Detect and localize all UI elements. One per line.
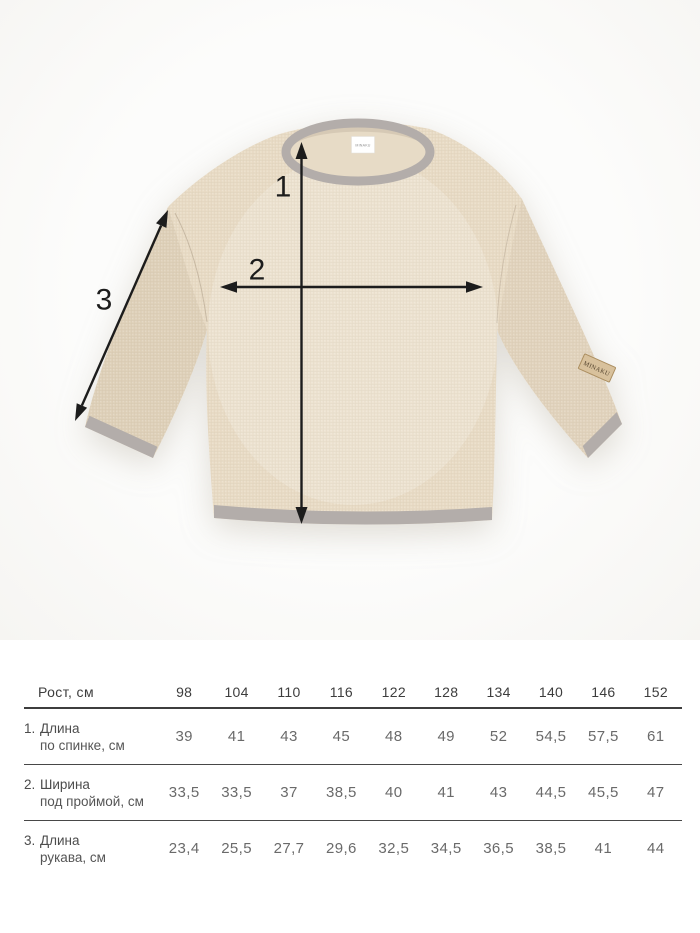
size-value-cell: 40	[385, 784, 403, 801]
size-column-header: 98	[176, 684, 193, 700]
row-number: 3.	[24, 832, 36, 848]
size-value-cell: 41	[437, 784, 455, 801]
size-value-cell: 39	[175, 728, 193, 745]
row-number: 1.	[24, 720, 36, 736]
size-value-cell: 38,5	[535, 840, 567, 857]
row-label-line1: Длина	[40, 720, 80, 736]
label-sleeve-length: 3	[95, 283, 113, 317]
size-value-cell: 27,7	[273, 840, 305, 857]
size-value-cell: 61	[647, 728, 665, 745]
size-value-cell: 41	[594, 840, 613, 857]
row-label	[24, 832, 158, 866]
size-table-header-label: Рост, см	[38, 684, 94, 700]
row-label-line2: рукава, см	[40, 849, 106, 865]
size-value-cell: 54,5	[535, 728, 567, 745]
size-value-cell: 47	[647, 784, 665, 801]
size-column-header: 140	[538, 684, 564, 700]
size-column-header: 128	[434, 684, 459, 700]
size-value-cell: 43	[489, 784, 508, 801]
size-table-row	[24, 709, 682, 765]
size-table-row	[24, 821, 682, 876]
size-column-header: 146	[591, 684, 616, 700]
size-value-cell: 38,5	[325, 784, 357, 801]
size-value-cell: 45,5	[587, 784, 619, 801]
size-table-header-row	[24, 662, 682, 709]
row-label-line2: по спинке, см	[40, 737, 125, 753]
size-value-cell: 52	[489, 728, 508, 745]
row-label	[24, 720, 158, 754]
size-value-cell: 34,5	[430, 840, 462, 857]
size-value-cell: 49	[437, 728, 455, 745]
row-label	[24, 776, 158, 810]
size-table	[24, 662, 682, 876]
size-value-cell: 25,5	[221, 840, 252, 857]
size-value-cell: 29,6	[325, 840, 357, 857]
label-chest-width: 2	[248, 253, 266, 287]
size-column-header: 152	[643, 684, 668, 700]
size-value-cell: 33,5	[168, 784, 200, 801]
row-label-line1: Длина	[40, 832, 80, 848]
size-value-cell: 44,5	[535, 784, 567, 801]
size-value-cell: 36,5	[483, 840, 514, 857]
size-value-cell: 45	[332, 728, 351, 745]
neck-brand-label-text: MINAKU	[355, 143, 371, 148]
size-value-cell: 33,5	[221, 784, 252, 801]
size-value-cell: 48	[385, 728, 403, 745]
size-value-cell: 57,5	[587, 728, 619, 745]
label-back-length: 1	[274, 170, 292, 204]
row-label-line2: под проймой, см	[40, 793, 144, 809]
size-column-header: 134	[486, 684, 511, 700]
row-label-line1: Ширина	[40, 776, 90, 792]
size-column-header: 116	[329, 684, 353, 700]
row-number: 2.	[24, 776, 36, 792]
size-column-header: 104	[224, 684, 249, 700]
size-column-header: 110	[277, 684, 301, 700]
size-value-cell: 23,4	[168, 840, 200, 857]
size-column-header: 122	[381, 684, 406, 700]
size-value-cell: 43	[280, 728, 298, 745]
sleeve-tag-text: MINAKU	[582, 360, 611, 378]
garment	[60, 100, 640, 540]
size-value-cell: 44	[647, 840, 665, 857]
size-value-cell: 41	[227, 728, 246, 745]
size-table-row	[24, 765, 682, 821]
size-value-cell: 37	[280, 784, 298, 801]
size-value-cell: 32,5	[378, 840, 410, 857]
